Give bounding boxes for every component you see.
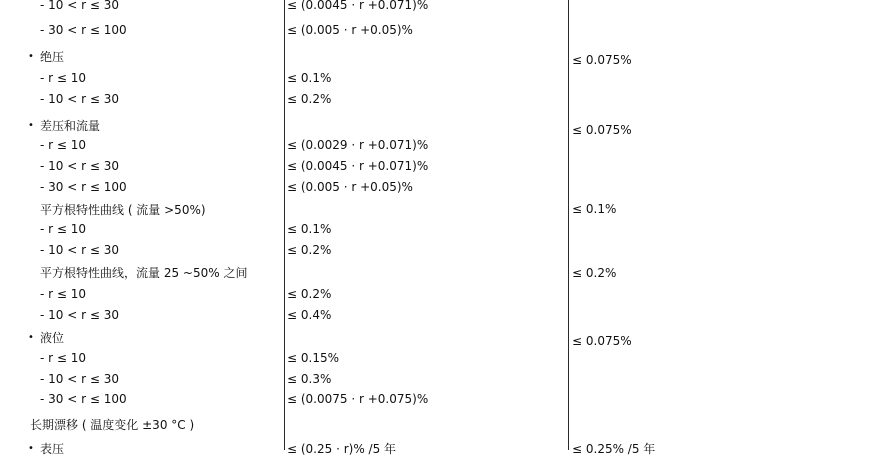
summary-value: ≤ 0.1%	[572, 202, 617, 216]
tolerance-value: ≤ 0.1%	[287, 71, 332, 85]
tolerance-value: ≤ (0.005 · r +0.05)%	[287, 180, 413, 194]
summary-value: ≤ 0.075%	[572, 53, 632, 67]
column-divider-left	[284, 0, 285, 450]
row-label: - 10 < r ≤ 30	[40, 308, 119, 322]
summary-value: ≤ 0.075%	[572, 334, 632, 348]
summary-value: ≤ 0.075%	[572, 123, 632, 137]
tolerance-value: ≤ (0.25 · r)% /5 年	[287, 442, 397, 456]
row-label: 长期漂移 ( 温度变化 ±30 °C )	[30, 418, 195, 432]
row-label: - 10 < r ≤ 30	[40, 0, 119, 12]
row-label: - 30 < r ≤ 100	[40, 23, 127, 37]
row-label: 差压和流量	[40, 119, 101, 133]
row-label: - r ≤ 10	[40, 351, 87, 365]
bullet-icon: •	[28, 120, 34, 131]
tolerance-value: ≤ 0.3%	[287, 372, 332, 386]
row-label: - 30 < r ≤ 100	[40, 180, 127, 194]
row-label: 平方根特性曲线 ( 流量 >50%)	[40, 203, 206, 217]
tolerance-value: ≤ (0.0029 · r +0.071)%	[287, 138, 429, 152]
row-label: - r ≤ 10	[40, 71, 87, 85]
summary-value: ≤ 0.25% /5 年	[572, 442, 656, 456]
tolerance-value: ≤ 0.2%	[287, 287, 332, 301]
row-label: - r ≤ 10	[40, 287, 87, 301]
row-label: - r ≤ 10	[40, 138, 87, 152]
column-divider-right	[568, 0, 569, 450]
row-label: - 10 < r ≤ 30	[40, 159, 119, 173]
tolerance-value: ≤ 0.2%	[287, 243, 332, 257]
bullet-icon: •	[28, 332, 34, 343]
row-label: 液位	[40, 331, 65, 345]
tolerance-value: ≤ 0.15%	[287, 351, 339, 365]
row-label: - 10 < r ≤ 30	[40, 372, 119, 386]
bullet-icon: •	[28, 51, 34, 62]
tolerance-value: ≤ 0.1%	[287, 222, 332, 236]
summary-value: ≤ 0.2%	[572, 266, 617, 280]
tolerance-value: ≤ (0.0045 · r +0.071)%	[287, 0, 429, 12]
row-label: 表压	[40, 442, 65, 456]
row-label: - 10 < r ≤ 30	[40, 243, 119, 257]
tolerance-value: ≤ 0.4%	[287, 308, 332, 322]
tolerance-value: ≤ (0.0045 · r +0.071)%	[287, 159, 429, 173]
row-label: - r ≤ 10	[40, 222, 87, 236]
row-label: 绝压	[40, 50, 65, 64]
tolerance-value: ≤ (0.0075 · r +0.075)%	[287, 392, 429, 406]
row-label: - 30 < r ≤ 100	[40, 392, 127, 406]
tolerance-value: ≤ 0.2%	[287, 92, 332, 106]
row-label: - 10 < r ≤ 30	[40, 92, 119, 106]
row-label: 平方根特性曲线，流量 25 ~50% 之间	[40, 266, 248, 280]
bullet-icon: •	[28, 443, 34, 454]
tolerance-value: ≤ (0.005 · r +0.05)%	[287, 23, 413, 37]
